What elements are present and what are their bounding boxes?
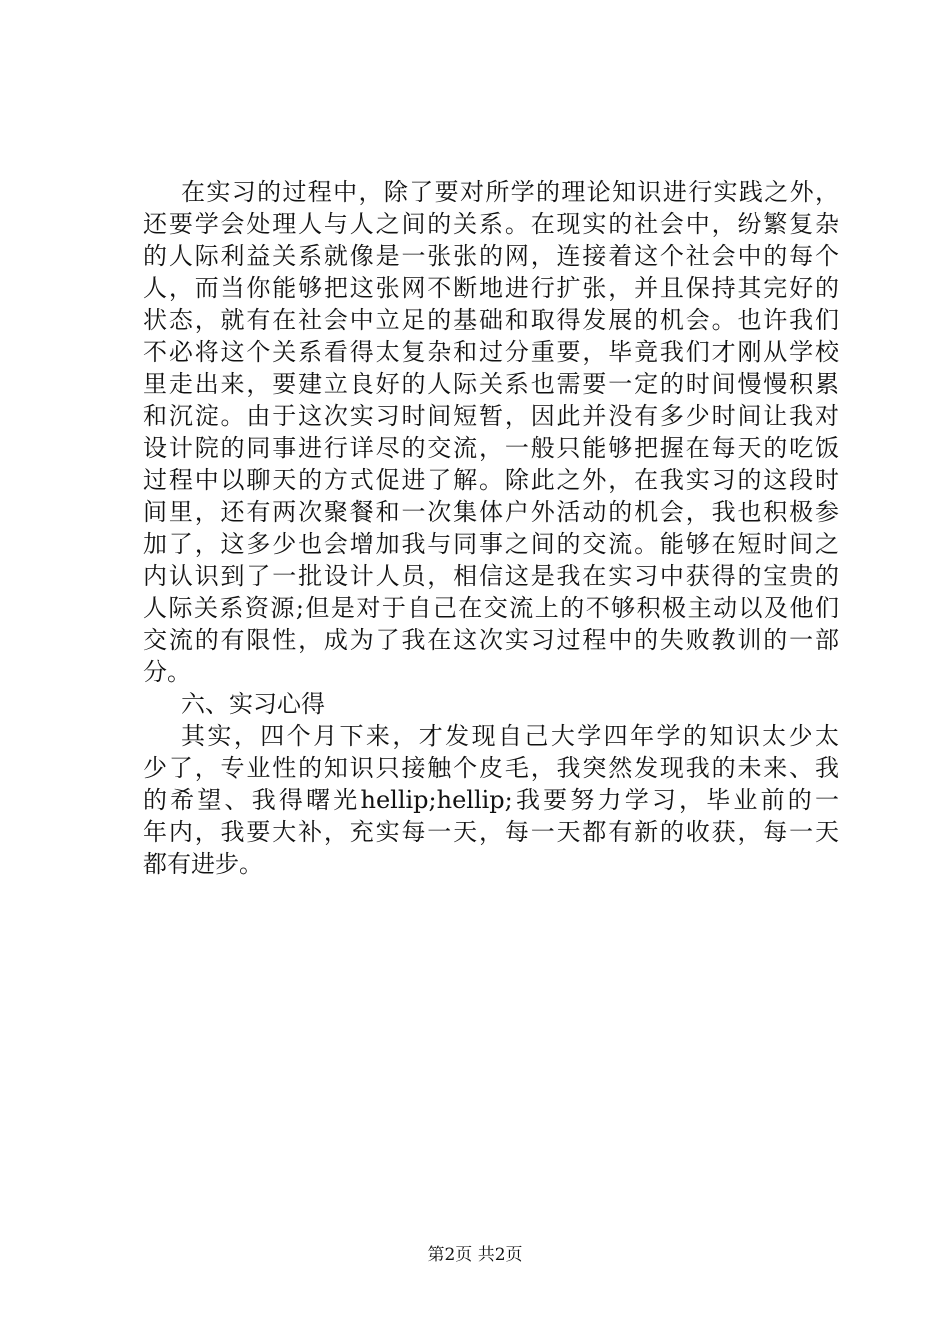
text-line: 的人际利益关系就像是一张张的网，连接着这个社会中的每个 xyxy=(143,242,839,270)
text-line: 设计院的同事进行详尽的交流，一般只能够把握在每天的吃饭 xyxy=(143,434,839,462)
text-line: 人，而当你能够把这张网不断地进行扩张，并且保持其完好的 xyxy=(143,274,839,302)
text-line: 状态，就有在社会中立足的基础和取得发展的机会。也许我们 xyxy=(143,306,839,334)
text-line: 少了，专业性的知识只接触个皮毛，我突然发现我的未来、我 xyxy=(143,754,839,782)
text-line: 加了，这多少也会增加我与同事之间的交流。能够在短时间之 xyxy=(143,530,839,558)
text-line: 过程中以聊天的方式促进了解。除此之外，在我实习的这段时 xyxy=(143,466,839,494)
text-line: 不必将这个关系看得太复杂和过分重要，毕竟我们才刚从学校 xyxy=(143,338,839,366)
text-line: 内认识到了一批设计人员，相信这是我在实习中获得的宝贵的 xyxy=(143,562,839,590)
section-heading xyxy=(143,688,839,720)
text-line: 其实，四个月下来，才发现自己大学四年学的知识太少太 xyxy=(181,722,839,750)
text-line: 里走出来，要建立良好的人际关系也需要一定的时间慢慢积累 xyxy=(143,370,839,398)
text-line: 年内，我要大补，充实每一天，每一天都有新的收获，每一天 xyxy=(143,818,839,846)
text-line: 分。 xyxy=(143,658,191,686)
document-body xyxy=(143,176,839,880)
paragraph-interpersonal xyxy=(143,176,839,688)
text-line: 还要学会处理人与人之间的关系。在现实的社会中，纷繁复杂 xyxy=(143,210,839,238)
heading-line: 六、实习心得 xyxy=(181,690,325,718)
text-line: 都有进步。 xyxy=(143,850,263,878)
text-line: 间里，还有两次聚餐和一次集体户外活动的机会，我也积极参 xyxy=(143,498,839,526)
page-number-label: 第2页 共2页 xyxy=(427,1245,523,1265)
paragraph-reflection xyxy=(143,720,839,880)
text-line: 人际关系资源;但是对于自己在交流上的不够积极主动以及他们 xyxy=(143,594,839,622)
text-line: 交流的有限性，成为了我在这次实习过程中的失败教训的一部 xyxy=(143,626,839,654)
text-line: 的希望、我得曙光hellip;hellip;我要努力学习，毕业前的一 xyxy=(143,786,839,814)
page-footer xyxy=(0,1244,950,1266)
text-line: 和沉淀。由于这次实习时间短暂，因此并没有多少时间让我对 xyxy=(143,402,839,430)
text-line: 在实习的过程中，除了要对所学的理论知识进行实践之外， xyxy=(181,178,839,206)
